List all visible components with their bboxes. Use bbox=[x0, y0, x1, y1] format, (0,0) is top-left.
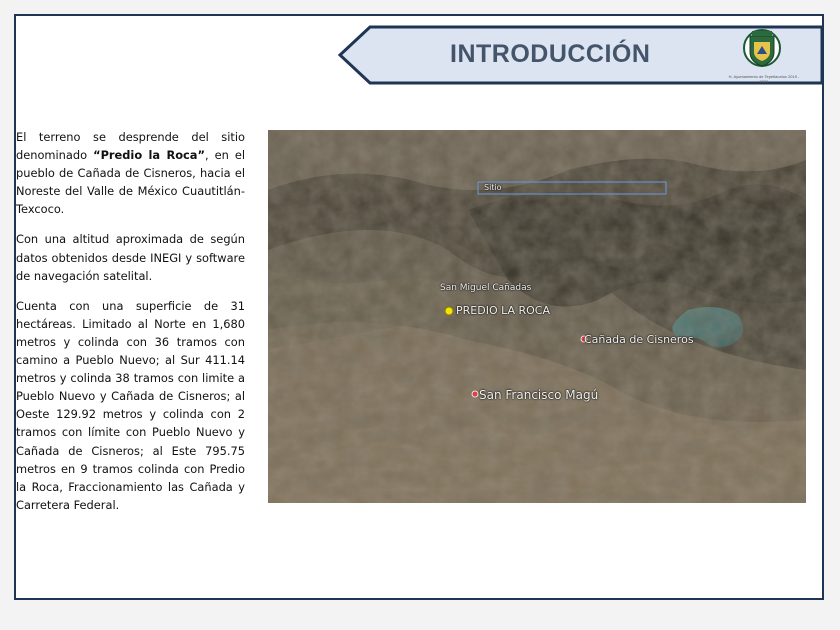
intro-text bbox=[16, 128, 245, 526]
predio-name: “Predio la Roca” bbox=[93, 148, 205, 163]
map-label-san-miguel: San Miguel Cañadas bbox=[440, 283, 532, 293]
paragraph-surface: Cuenta con una superficie de 31 hectáreas. Limitado al Norte en 1,680 metros y colinda con 36 tramos con camino a Pueblo Nuevo; al Sur 411.14 metros y colinda 38 tramos con limite a Pueblo Nuevo y Cañada de Cisneros; al Oeste 129.92 metros y colinda con 2 tramos con límite con Pueblo Nuevo y Cañada de Cisneros; al Este 795.75 metros en 9 tramos colinda con Predio la Roca, Fraccionamiento las Cañada y Carretera Federal. bbox=[16, 298, 245, 512]
paragraph-location: El terreno se desprende del sitio denominado “Predio la Roca”, en el pueblo de Cañada de Cisneros, hacia el Noreste del Valle de México Cuautitlán-Texcoco. bbox=[16, 130, 245, 217]
map-label-canada-de-cisneros: Cañada de Cisneros bbox=[584, 333, 694, 346]
map-label-san-francisco: San Francisco Magú bbox=[479, 388, 599, 402]
paragraph-altitude: Con una altitud aproximada de según datos obtenidos desde INEGI y software de navegación satelital. bbox=[16, 232, 245, 283]
predio-pin-icon bbox=[445, 307, 453, 315]
san-francisco-pin-icon bbox=[472, 391, 478, 397]
map-label-sitio: Sitio bbox=[484, 183, 502, 192]
logo-caption: H. Ayuntamiento de Tepetlaoxtoc 2019 - 2021 bbox=[728, 74, 800, 84]
map-label-predio-la-roca: PREDIO LA ROCA bbox=[456, 304, 551, 317]
satellite-map-image bbox=[268, 130, 806, 503]
page-title: INTRODUCCIÓN bbox=[450, 40, 651, 68]
